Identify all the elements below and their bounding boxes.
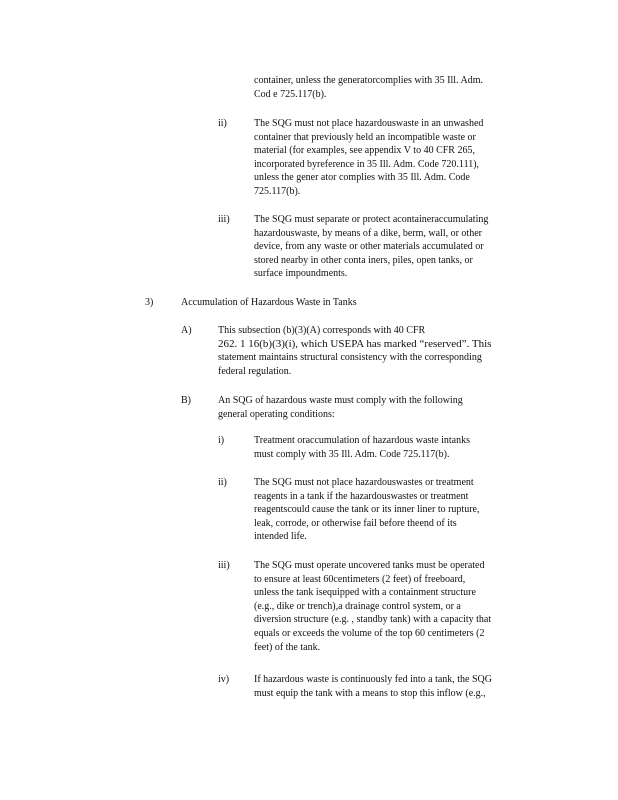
text-line: (e.g., dike or trench),a drainage control system, or a xyxy=(254,600,461,612)
text-line: The SQG must operate uncovered tanks must be operated xyxy=(254,560,485,571)
subsection-a-paragraph xyxy=(218,324,491,378)
text-line: must comply with 35 Ill. Adm. Code 725.117(b). xyxy=(254,448,450,460)
subsection-label-b: B) xyxy=(181,395,191,406)
text-line: equals or exceeds the volume of the top 60 centimeters (2 xyxy=(254,627,485,639)
text-line: reagents in a tank if the hazardouswastes or treatment xyxy=(254,490,469,502)
text-line: leak, corrode, or otherwise fail before theend of its xyxy=(254,517,457,529)
item-iii-paragraph xyxy=(254,213,488,281)
continuation-paragraph xyxy=(254,74,483,101)
item-label-b-iv: iv) xyxy=(218,674,230,685)
text-line: intended life. xyxy=(254,531,307,543)
text-line: Treatment oraccumulation of hazardous waste intanks xyxy=(254,435,470,446)
text-line: incorporated byreference in 35 Ill. Adm. Code 720.111), xyxy=(254,158,480,170)
text-line: reagentscould cause the tank or its inner liner to rupture, xyxy=(254,504,480,516)
text-line: to ensure at least 60centimeters (2 feet) of freeboard, xyxy=(254,573,466,585)
subsection-label-a: A) xyxy=(181,325,192,336)
text-line: If hazardous waste is continuously fed into a tank, the SQG xyxy=(254,674,493,685)
item-b-i-paragraph xyxy=(254,434,470,461)
item-label-b-ii: ii) xyxy=(218,477,227,488)
text-line: The SQG must not place hazardouswaste in an unwashed xyxy=(254,118,484,129)
section-number: 3) xyxy=(145,297,154,308)
text-line: An SQG of hazardous waste must comply with the following xyxy=(218,395,463,406)
text-line: diversion structure (e.g. , standby tank) with a capacity that xyxy=(254,614,492,626)
text-line: feet) of the tank. xyxy=(254,641,321,653)
item-label-b-iii: iii) xyxy=(218,560,230,571)
text-line: The SQG must not place hazardouswastes or treatment xyxy=(254,477,474,488)
text-line: general operating conditions: xyxy=(218,408,335,420)
text-line: material (for examples, see appendix V to 40 CFR 265, xyxy=(254,145,475,157)
text-line: container, unless the generatorcomplies with 35 Ill. Adm. xyxy=(254,75,483,86)
text-line: unless the tank isequipped with a containment structure xyxy=(254,587,476,599)
text-line: hazardouswaste, by means of a dike, berm, wall, or other xyxy=(254,227,482,239)
item-b-ii-paragraph xyxy=(254,476,479,544)
item-label-b-i: i) xyxy=(218,435,225,446)
text-line: federal regulation. xyxy=(218,365,292,377)
text-line: statement maintains structural consistency with the corresponding xyxy=(218,352,482,364)
item-b-iii-paragraph xyxy=(254,559,491,654)
text-line: The SQG must separate or protect acontaineraccumulating xyxy=(254,214,489,225)
text-line: This subsection (b)(3)(A) corresponds with 40 CFR xyxy=(218,325,426,336)
item-b-iv-paragraph xyxy=(254,673,492,700)
item-label-ii: ii) xyxy=(218,118,227,129)
item-label-iii: iii) xyxy=(218,214,230,225)
subsection-b-paragraph xyxy=(218,394,463,421)
text-line: unless the gener ator complies with 35 Ill. Adm. Code xyxy=(254,172,470,184)
section-title: Accumulation of Hazardous Waste in Tanks xyxy=(181,297,357,308)
text-line: device, from any waste or other materials accumulated or xyxy=(254,241,484,253)
item-ii-paragraph xyxy=(254,117,483,199)
text-line: stored nearby in other conta iners, piles, open tanks, or xyxy=(254,254,473,266)
text-line: container that previously held an incompatible waste or xyxy=(254,131,476,143)
text-line: 262. 1 16(b)(3)(i), which USEPA has marked “reserved”. This xyxy=(218,337,492,350)
text-line: surface impoundments. xyxy=(254,268,348,280)
text-line: Cod e 725.117(b). xyxy=(254,88,327,100)
text-line: must equip the tank with a means to stop this inflow (e.g., xyxy=(254,687,486,699)
text-line: 725.117(b). xyxy=(254,185,301,197)
